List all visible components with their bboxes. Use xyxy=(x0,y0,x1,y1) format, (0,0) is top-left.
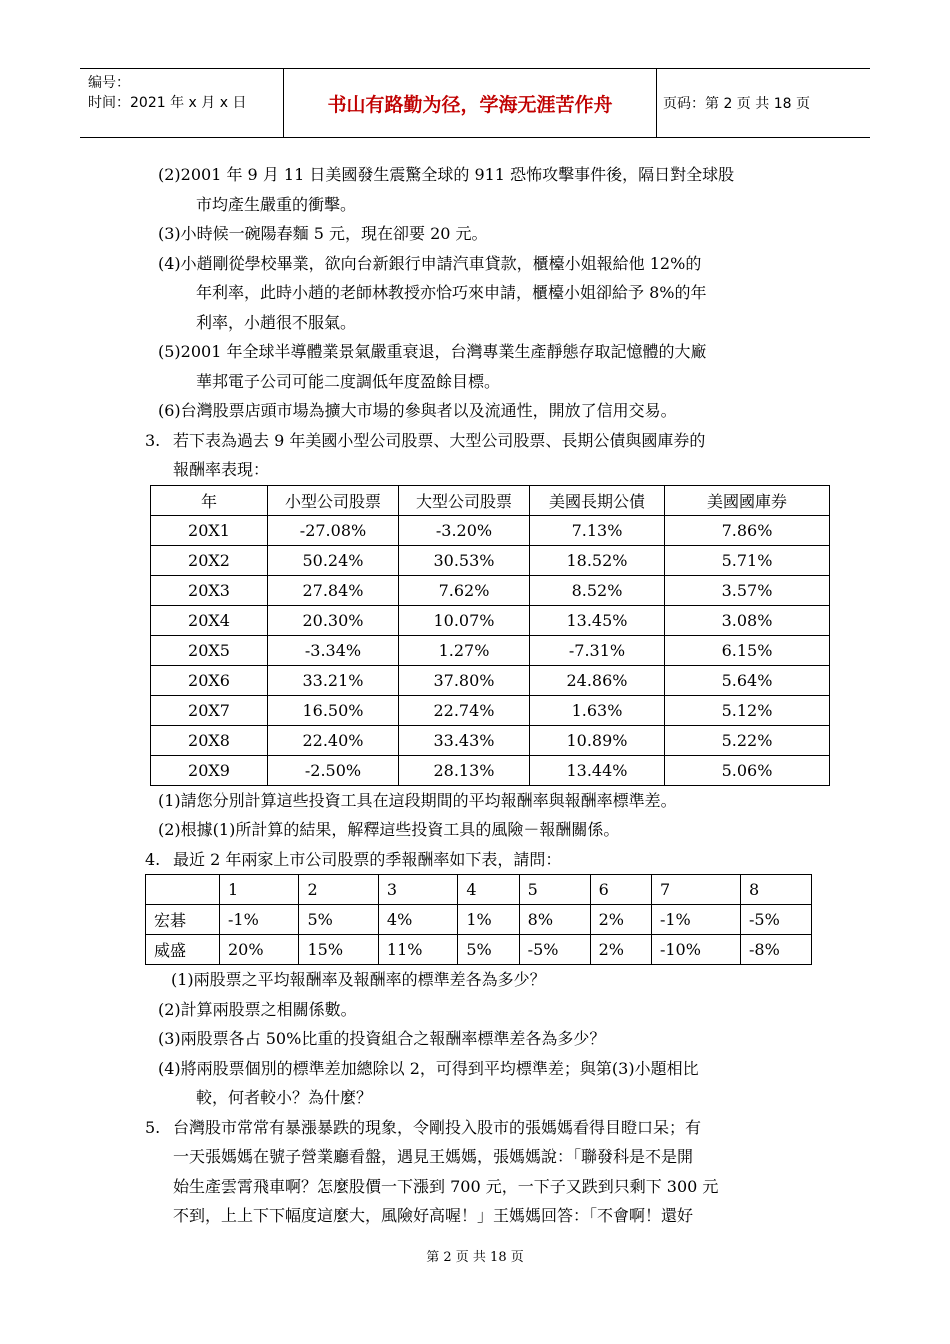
cell: -3.20% xyxy=(399,515,530,545)
table-row xyxy=(151,725,830,755)
item-2 xyxy=(145,160,825,219)
cell: 15% xyxy=(299,935,378,965)
table-header-row xyxy=(146,875,812,905)
cell: 20.30% xyxy=(268,605,399,635)
table-row xyxy=(151,545,830,575)
cell: 7.62% xyxy=(399,575,530,605)
table-row xyxy=(151,695,830,725)
cell: 20X4 xyxy=(151,605,268,635)
col-header-long-bond: 美國長期公債 xyxy=(530,485,665,515)
item-5-line2: 華邦電子公司可能二度調低年度盈餘目標。 xyxy=(196,371,501,391)
cell: 37.80% xyxy=(399,665,530,695)
table-row xyxy=(151,515,830,545)
question-4 xyxy=(145,845,825,875)
cell: 6.15% xyxy=(665,635,830,665)
cell: 5.12% xyxy=(665,695,830,725)
cell: 20X1 xyxy=(151,515,268,545)
question-5-line1: 台灣股市常常有暴漲暴跌的現象，令剛投入股市的張媽媽看得目瞪口呆；有 xyxy=(173,1117,702,1137)
row-header-acer: 宏碁 xyxy=(146,905,220,935)
question-4-sub2: (2)計算兩股票之相關係數。 xyxy=(158,999,357,1019)
item-6: (6)台灣股票店頭市場為擴大市場的參與者以及流通性，開放了信用交易。 xyxy=(158,401,677,420)
cell: 5.06% xyxy=(665,755,830,785)
cell: 28.13% xyxy=(399,755,530,785)
cell: 1.27% xyxy=(399,635,530,665)
question-4-number: 4. xyxy=(145,849,161,869)
header-motto: 书山有路勤为径，学海无涯苦作舟 xyxy=(283,69,657,137)
cell: 22.40% xyxy=(268,725,399,755)
cell: -27.08% xyxy=(268,515,399,545)
cell: -10% xyxy=(651,935,740,965)
page-content xyxy=(145,160,825,1231)
cell: 3.57% xyxy=(665,575,830,605)
cell: 30.53% xyxy=(399,545,530,575)
cell: 3.08% xyxy=(665,605,830,635)
cell: 4% xyxy=(378,905,457,935)
question-3-sub2: (2)根據(1)所計算的結果，解釋這些投資工具的風險－報酬關係。 xyxy=(158,820,620,839)
cell: 10.89% xyxy=(530,725,665,755)
cell: 20X6 xyxy=(151,665,268,695)
item-5-line1: (5)2001 年全球半導體業景氣嚴重衰退，台灣專業生產靜態存取記憶體的大廠 xyxy=(158,342,707,361)
cell: 8% xyxy=(519,905,590,935)
question-3-number: 3. xyxy=(145,430,161,450)
cell: 20X3 xyxy=(151,575,268,605)
quarter-header: 3 xyxy=(378,875,457,905)
question-4-line1: 最近 2 年兩家上市公司股票的季報酬率如下表，請問： xyxy=(173,849,562,869)
cell: -2.50% xyxy=(268,755,399,785)
table-row xyxy=(151,665,830,695)
page-footer: 第 2 页 共 18 页 xyxy=(426,1250,524,1265)
question-4-sub3: (3)兩股票各占 50%比重的投資組合之報酬率標準差各為多少？ xyxy=(158,1029,606,1048)
question-4-sub4-line2: 較，何者較小？為什麼？ xyxy=(196,1088,373,1107)
cell: 2% xyxy=(590,905,651,935)
cell: 1% xyxy=(458,905,519,935)
cell: 11% xyxy=(378,935,457,965)
cell: 20X5 xyxy=(151,635,268,665)
quarter-header: 7 xyxy=(651,875,740,905)
cell: -8% xyxy=(741,935,812,965)
question-5-line3: 始生產雲霄飛車啊？怎麼股價一下漲到 700 元，一下子又跌到只剩下 300 元 xyxy=(173,1176,719,1196)
cell: -1% xyxy=(651,905,740,935)
cell: 2% xyxy=(590,935,651,965)
item-2-line2: 市均產生嚴重的衝擊。 xyxy=(196,194,357,214)
cell: 5.71% xyxy=(665,545,830,575)
cell: 5% xyxy=(458,935,519,965)
question-4-sub4 xyxy=(145,1054,825,1113)
row-header-via: 威盛 xyxy=(146,935,220,965)
cell: 8.52% xyxy=(530,575,665,605)
corner-cell xyxy=(146,875,220,905)
question-5-number: 5. xyxy=(145,1117,161,1137)
cell: -7.31% xyxy=(530,635,665,665)
cell: 33.21% xyxy=(268,665,399,695)
cell: 20X2 xyxy=(151,545,268,575)
item-4-line2: 年利率，此時小趙的老師林教授亦恰巧來申請，櫃檯小姐卻給予 8%的年 xyxy=(196,283,707,302)
header-meta xyxy=(88,69,283,137)
question-3 xyxy=(145,426,825,485)
col-header-year: 年 xyxy=(151,485,268,515)
cell: -1% xyxy=(220,905,299,935)
quarter-header: 8 xyxy=(741,875,812,905)
cell: -3.34% xyxy=(268,635,399,665)
page-header xyxy=(80,68,870,138)
item-3: (3)小時候一碗陽春麵 5 元，現在卻要 20 元。 xyxy=(158,224,488,243)
question-5-line4: 不到，上上下下幅度這麼大，風險好高喔！」王媽媽回答：「不會啊！還好 xyxy=(173,1206,694,1225)
cell: -5% xyxy=(741,905,812,935)
question-4-sub1: (1)兩股票之平均報酬率及報酬率的標準差各為多少？ xyxy=(171,970,546,989)
table-row xyxy=(151,635,830,665)
cell: 50.24% xyxy=(268,545,399,575)
question-5-line2: 一天張媽媽在號子營業廳看盤，遇見王媽媽，張媽媽說：「聯發科是不是開 xyxy=(173,1147,694,1166)
table-row xyxy=(146,905,812,935)
quarter-header: 6 xyxy=(590,875,651,905)
col-header-large-cap: 大型公司股票 xyxy=(399,485,530,515)
quarter-header: 4 xyxy=(458,875,519,905)
quarterly-returns-table xyxy=(145,874,812,965)
cell: 20% xyxy=(220,935,299,965)
question-5 xyxy=(145,1113,825,1231)
cell: 7.13% xyxy=(530,515,665,545)
cell: 18.52% xyxy=(530,545,665,575)
cell: 16.50% xyxy=(268,695,399,725)
question-3-line2: 報酬率表現： xyxy=(173,460,270,479)
question-3-sub1: (1)請您分別計算這些投資工具在這段期間的平均報酬率與報酬率標準差。 xyxy=(158,790,677,810)
col-header-small-cap: 小型公司股票 xyxy=(268,485,399,515)
table-row xyxy=(146,935,812,965)
cell: 33.43% xyxy=(399,725,530,755)
item-4 xyxy=(145,249,825,338)
header-page-label: 页码：第 2 页 共 18 页 xyxy=(663,96,810,112)
quarter-header: 5 xyxy=(519,875,590,905)
quarter-header: 1 xyxy=(220,875,299,905)
cell: 13.44% xyxy=(530,755,665,785)
quarter-header: 2 xyxy=(299,875,378,905)
item-4-line1: (4)小趙剛從學校畢業，欲向台新銀行申請汽車貸款，櫃檯小姐報給他 12%的 xyxy=(158,253,702,273)
table-row xyxy=(151,575,830,605)
cell: 5% xyxy=(299,905,378,935)
table-row xyxy=(151,755,830,785)
cell: 22.74% xyxy=(399,695,530,725)
question-3-line1: 若下表為過去 9 年美國小型公司股票、大型公司股票、長期公債與國庫券的 xyxy=(173,430,706,450)
cell: 24.86% xyxy=(530,665,665,695)
item-4-line3: 利率，小趙很不服氣。 xyxy=(196,312,357,332)
cell: 13.45% xyxy=(530,605,665,635)
table-header-row xyxy=(151,485,830,515)
cell: 1.63% xyxy=(530,695,665,725)
cell: 7.86% xyxy=(665,515,830,545)
cell: 20X7 xyxy=(151,695,268,725)
cell: 20X8 xyxy=(151,725,268,755)
cell: 5.64% xyxy=(665,665,830,695)
item-2-line1: (2)2001 年 9 月 11 日美國發生震驚全球的 911 恐怖攻擊事件後，隔日對全球股 xyxy=(158,165,735,184)
cell: -5% xyxy=(519,935,590,965)
table-row xyxy=(151,605,830,635)
returns-table xyxy=(150,485,830,786)
code-label: 编号： xyxy=(88,75,130,91)
item-5 xyxy=(145,337,825,396)
cell: 5.22% xyxy=(665,725,830,755)
cell: 27.84% xyxy=(268,575,399,605)
cell: 10.07% xyxy=(399,605,530,635)
col-header-tbill: 美國國庫券 xyxy=(665,485,830,515)
cell: 20X9 xyxy=(151,755,268,785)
question-4-sub4-line1: (4)將兩股票個別的標準差加總除以 2，可得到平均標準差；與第(3)小題相比 xyxy=(158,1058,699,1078)
time-label: 时间：2021 年 x 月 x 日 xyxy=(88,95,247,111)
